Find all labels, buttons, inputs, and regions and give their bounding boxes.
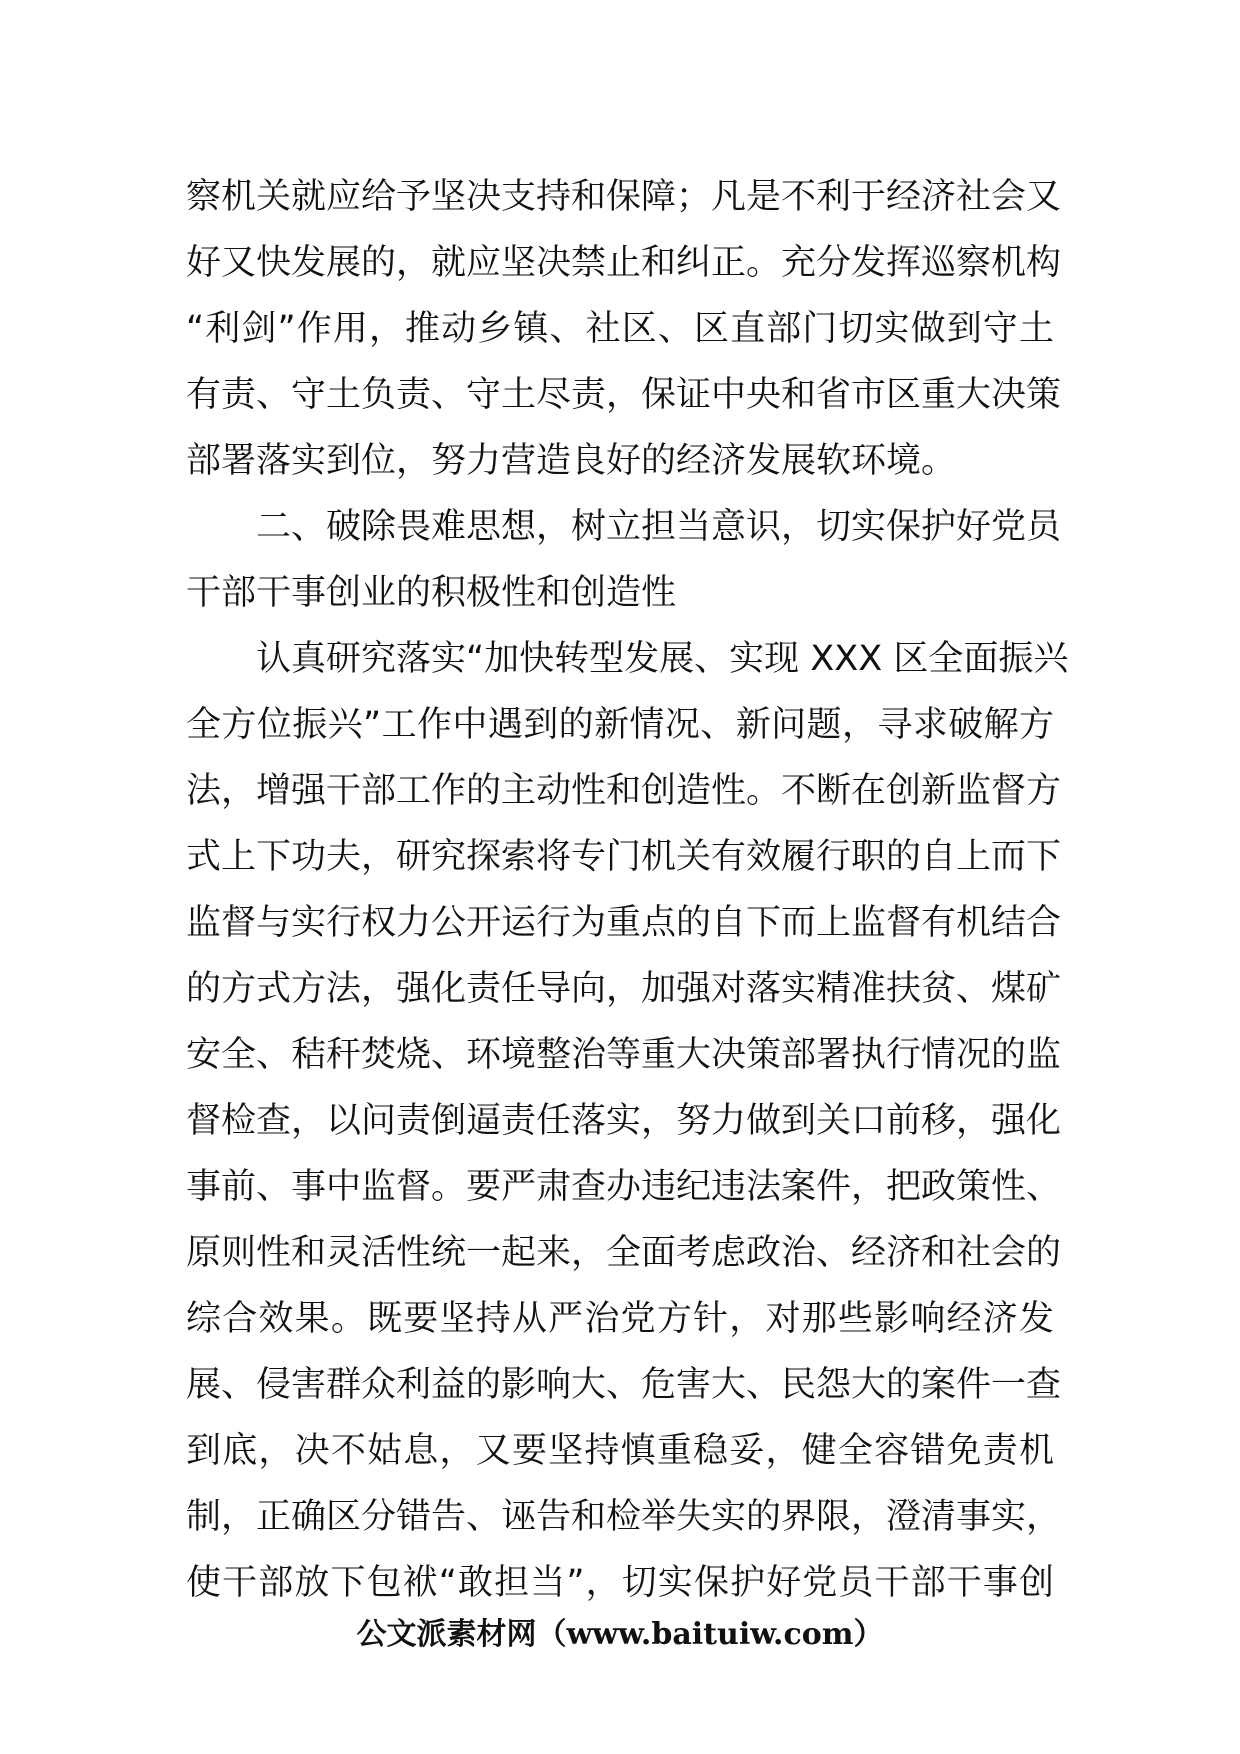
text-line: 监督与实行权力公开运行为重点的自下而上监督有机结合 bbox=[186, 903, 1062, 943]
text-line: 全方位振兴”工作中遇到的新情况、新问题，寻求破解方 bbox=[186, 705, 1054, 745]
text-line: 的方式方法，强化责任导向，加强对落实精准扶贫、煤矿 bbox=[186, 969, 1062, 1009]
text-line: “利剑”作用，推动乡镇、社区、区直部门切实做到守土 bbox=[186, 309, 1054, 349]
text-line: 综合效果。既要坚持从严治党方针，对那些影响经济发 bbox=[186, 1299, 1054, 1339]
text-line: 原则性和灵活性统一起来，全面考虑政治、经济和社会的 bbox=[186, 1233, 1062, 1273]
text-line: 二、破除畏难思想，树立担当意识，切实保护好党员 bbox=[186, 507, 1062, 547]
text-line: 制，正确区分错告、诬告和检举失实的界限，澄清事实， bbox=[186, 1497, 1062, 1537]
text-line: 认真研究落实“加快转型发展、实现 XXX 区全面振兴 bbox=[186, 639, 1069, 679]
footer-watermark: 公文派素材网（www.baituiw.com） bbox=[356, 1617, 884, 1652]
text-line: 察机关就应给予坚决支持和保障；凡是不利于经济社会又 bbox=[186, 177, 1062, 217]
document-body bbox=[186, 164, 1069, 1616]
text-line: 有责、守土负责、守土尽责，保证中央和省市区重大决策 bbox=[186, 375, 1062, 415]
text-line: 干部干事创业的积极性和创造性 bbox=[186, 573, 677, 613]
text-line: 部署落实到位，努力营造良好的经济发展软环境。 bbox=[186, 441, 957, 481]
text-line: 展、侵害群众利益的影响大、危害大、民怨大的案件一查 bbox=[186, 1365, 1062, 1405]
text-line: 式上下功夫，研究探索将专门机关有效履行职的自上而下 bbox=[186, 837, 1062, 877]
text-line: 安全、秸秆焚烧、环境整治等重大决策部署执行情况的监 bbox=[186, 1035, 1062, 1075]
text-line: 法，增强干部工作的主动性和创造性。不断在创新监督方 bbox=[186, 771, 1062, 811]
text-line: 事前、事中监督。要严肃查办违纪违法案件，把政策性、 bbox=[186, 1167, 1062, 1207]
text-line: 督检查，以问责倒逼责任落实，努力做到关口前移，强化 bbox=[186, 1101, 1062, 1141]
text-line: 使干部放下包袱“敢担当”，切实保护好党员干部干事创 bbox=[186, 1563, 1054, 1603]
text-line: 好又快发展的，就应坚决禁止和纠正。充分发挥巡察机构 bbox=[186, 243, 1062, 283]
text-line: 到底，决不姑息，又要坚持慎重稳妥，健全容错免责机 bbox=[186, 1431, 1054, 1471]
